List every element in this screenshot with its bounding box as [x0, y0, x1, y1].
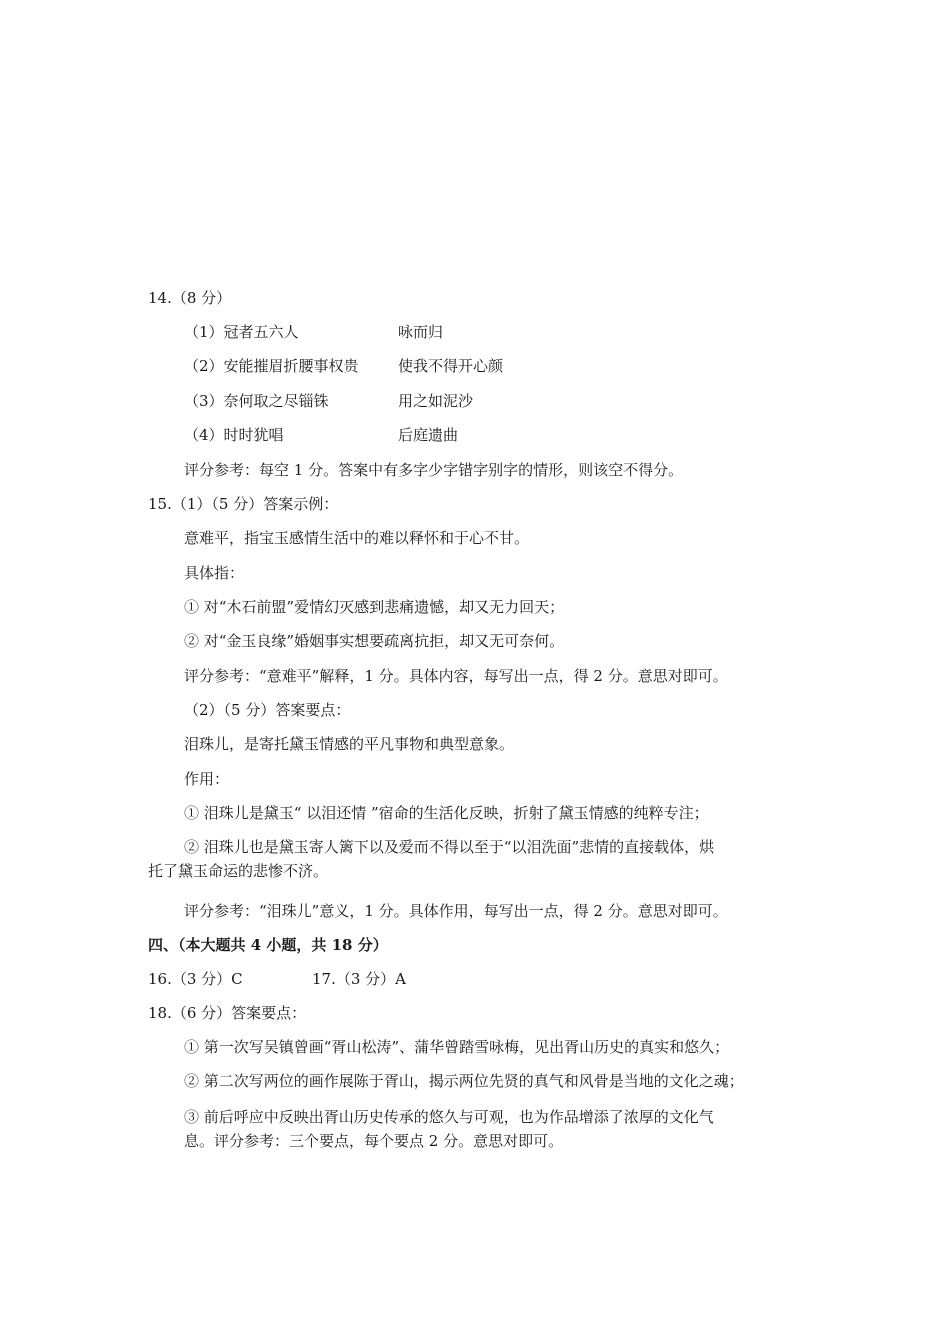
q15-line-4: ② 对“金玉良缘”婚姻事实想要疏离抗拒，却又无可奈何。 [184, 632, 565, 650]
q14-row2-right: 使我不得开心颜 [398, 357, 504, 375]
q18-line-3b: 息。评分参考：三个要点，每个要点 2 分。意思对即可。 [184, 1132, 564, 1150]
q14-scoring-note: 评分参考：每空 1 分。答案中有多字少字错字别字的情形，则该空不得分。 [184, 461, 684, 479]
q18-line-1: ① 第一次写吴镇曾画“胥山松涛”、蒲华曾踏雪咏梅，见出胥山历史的真实和悠久； [184, 1038, 730, 1056]
q15-part2-heading: （2）（5 分）答案要点： [184, 701, 351, 719]
q15-line-3: ① 对“木石前盟”爱情幻灭感到悲痛遗憾，却又无力回天； [184, 598, 565, 616]
q14-row4-right: 后庭遗曲 [398, 426, 459, 444]
q15-line-8: 作用： [184, 770, 230, 788]
q15-heading: 15.（1）（5 分）答案示例： [148, 495, 339, 513]
q15-line-7: 泪珠儿，是寄托黛玉情感的平凡事物和典型意象。 [184, 735, 515, 753]
q15-scoring-note-2: 评分参考：“泪珠儿”意义，1 分。具体作用，每写出一点，得 2 分。意思对即可。 [184, 902, 728, 920]
q15-line-10b: 托了黛玉命运的悲惨不济。 [148, 862, 329, 880]
q14-heading: 14.（8 分） [148, 289, 232, 307]
q18-line-3a: ③ 前后呼应中反映出胥山历史传承的悠久与可观，也为作品增添了浓厚的文化气 [184, 1108, 714, 1126]
q15-scoring-note-1: 评分参考：“意难平”解释，1 分。具体内容，每写出一点，得 2 分。意思对即可。 [184, 667, 728, 685]
q18-heading: 18.（6 分）答案要点： [148, 1004, 307, 1022]
q14-row2-left: （2）安能摧眉折腰事权贵 [184, 357, 359, 375]
q17-answer: 17.（3 分）A [312, 970, 406, 988]
q14-row3-right: 用之如泥沙 [398, 392, 474, 410]
q15-line-2: 具体指： [184, 564, 245, 582]
q18-line-2: ② 第二次写两位的画作展陈于胥山，揭示两位先贤的真气和风骨是当地的文化之魂； [184, 1072, 744, 1090]
q14-row3-left: （3）奈何取之尽锱铢 [184, 392, 329, 410]
q14-row4-left: （4）时时犹唱 [184, 426, 284, 444]
section-4-heading: 四、（本大题共 4 小题，共 18 分） [148, 936, 388, 954]
q14-row1-right: 咏而归 [398, 323, 444, 341]
q15-line-9: ① 泪珠儿是黛玉“ 以泪还情 ”宿命的生活化反映，折射了黛玉情感的纯粹专注； [184, 804, 709, 822]
q14-row1-left: （1）冠者五六人 [184, 323, 299, 341]
q15-line-10a: ② 泪珠儿也是黛玉寄人篱下以及爱而不得以至于“以泪洗面”悲情的直接载体，烘 [184, 838, 715, 856]
q16-answer: 16.（3 分）C [148, 970, 243, 988]
q15-line-1: 意难平，指宝玉感情生活中的难以释怀和于心不甘。 [184, 529, 530, 547]
